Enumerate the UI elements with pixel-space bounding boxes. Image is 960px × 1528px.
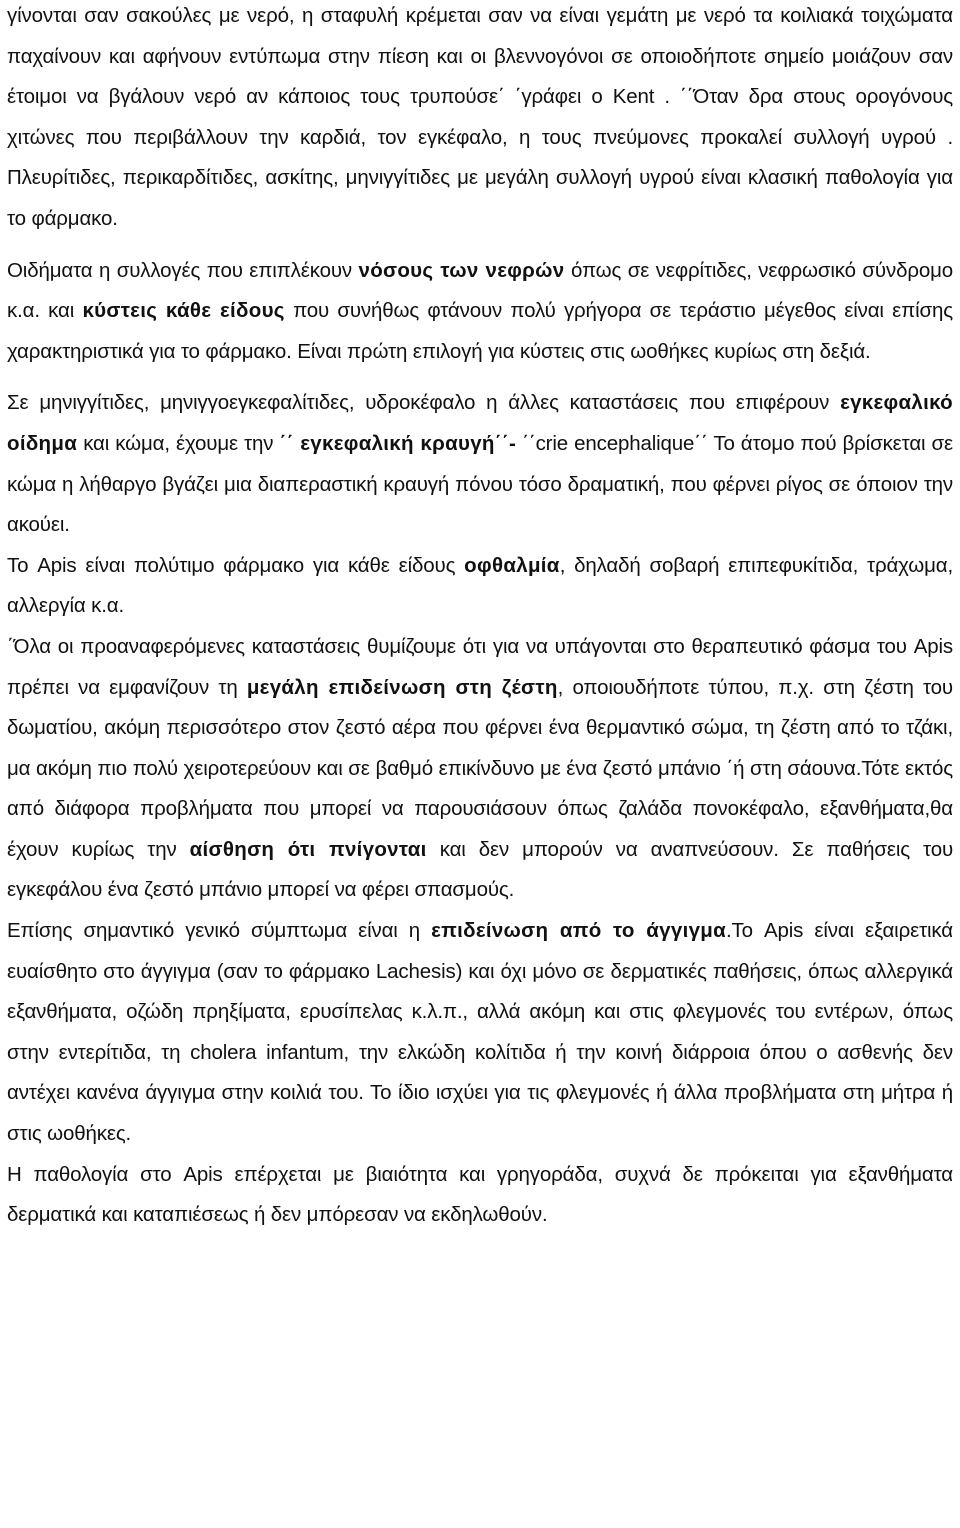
text-run: Το Apis είναι πολύτιμο φάρμακο για κάθε είδους xyxy=(7,553,465,577)
text-run: Επίσης σημαντικό γενικό σύμπτωμα είναι η xyxy=(7,919,432,943)
paragraph-5 xyxy=(7,627,953,911)
paragraph-2 xyxy=(7,251,953,373)
bold-emphasis: νόσους των νεφρών xyxy=(358,258,565,282)
text-run: Η παθολογία στο Apis επέρχεται με βιαιότητα και γρηγοράδα, συχνά δε πρόκειται για εξανθήματα δερματικά και καταπιέσεως ή δεν μπόρεσαν να εκδηλωθούν. xyxy=(7,1162,953,1227)
text-run: ΄΄crie encephalique΄΄ Το άτομο πού βρίσκεται σε κώμα η λήθαργο βγάζει μια διαπεραστική κραυγή πόνου τόσο δραματική, που φέρνει ρίγος σε όποιον την ακούει. xyxy=(7,431,953,537)
paragraph-1 xyxy=(7,0,953,240)
text-run: και δεν μπορούν να αναπνεύσουν. Σε παθήσεις του εγκεφάλου ένα ζεστό μπάνιο μπορεί να φέρει σπασμούς. xyxy=(7,837,953,902)
text-run: που συνήθως φτάνουν πολύ γρήγορα σε τεράστιο μέγεθος είναι επίσης χαρακτηριστικά για το φάρμακο. Είναι πρώτη επιλογή για κύστεις στις ωοθήκες κυρίως στη δεξιά. xyxy=(7,299,953,363)
bold-emphasis: κύστεις κάθε είδους xyxy=(82,299,285,323)
text-run: και κώμα, έχουμε την xyxy=(77,431,280,455)
text-run: ΄΄Όταν δρα στους ορογόνους χιτώνες που περιβάλλουν την καρδιά, τον εγκέφαλο, η τους πνεύμονες προκαλεί συλλογή υγρού . Πλευρίτιδες, περικαρδίτιδες, ασκίτης, μηνιγγίτιδες με μεγάλη συλλογή υγρού είναι κλασική παθολογία για το φάρμακο. xyxy=(7,85,953,230)
text-run: γίνονται σαν σακούλες με νερό, η σταφυλή κρέμεται σαν να είναι γεμάτη με νερό τα κοιλιακά τοιχώματα παχαίνουν και αφήνουν εντύπωμα στην πίεση και οι βλεννογόνοι σε οποιοδήποτε σημείο μοιάζουν σαν έτοιμοι να βγάλουν νερό αν κάποιος τους τρυπούσε΄ ΄γράφει ο Kent . xyxy=(7,4,953,109)
bold-emphasis: επιδείνωση από το άγγιγμα xyxy=(431,919,727,943)
paragraph-3 xyxy=(7,383,953,545)
bold-emphasis: οφθαλμία xyxy=(464,553,560,577)
paragraph-4 xyxy=(7,546,953,627)
text-run: .Το Apis είναι εξαιρετικά ευαίσθητο στο άγγιγμα (σαν το φάρμακο Lachesis) και όχι μόνο σε δερματικές παθήσεις, όπως αλλεργικά εξανθήματα, οζώδη πρηξίματα, ερυσίπελας κ.λ.π., αλλά ακόμη και στις φλεγμονές του εντέρων, όπως στην εντερίτιδα, τη cholera infantum, την ελκώδη κολίτιδα ή την κοινή διάρροια όπου ο ασθενής δεν αντέχει κανένα άγγιγμα στην κοιλιά του. Το ίδιο ισχύει για τις φλεγμονές ή άλλα προβλήματα στη μήτρα ή στις ωοθήκες. xyxy=(7,919,953,1146)
text-run: όπως σε νεφρίτιδες, νεφρωσικό σύνδρομο κ.α. και xyxy=(7,258,954,323)
paragraph-6 xyxy=(7,911,953,1155)
text-run: Οιδήματα η συλλογές που επιπλέκουν xyxy=(7,258,359,282)
bold-emphasis: μεγάλη επιδείνωση στη ζέστη xyxy=(246,675,558,699)
text-run: , δηλαδή σοβαρή επιπεφυκίτιδα, τράχωμα, αλλεργία κ.α. xyxy=(7,553,953,618)
bold-emphasis: ΄΄ εγκεφαλική κραυγή΄΄- xyxy=(279,431,517,455)
text-run: Σε μηνιγγίτιδες, μηνιγγοεγκεφαλίτιδες, υδροκέφαλο η άλλες καταστάσεις που επιφέρουν xyxy=(7,391,841,415)
bold-emphasis: εγκεφαλικό οίδημα xyxy=(7,391,953,455)
text-run: ΄Όλα οι προαναφερόμενες καταστάσεις θυμίζουμε ότι για να υπάγονται στο θεραπευτικό φάσμα του Apis πρέπει να εμφανίζουν τη xyxy=(7,634,953,699)
bold-emphasis: αίσθηση ότι πνίγονται xyxy=(189,837,427,861)
text-run: , οποιουδήποτε τύπου, π.χ. στη ζέστη του δωματίου, ακόμη περισσότερο στον ζεστό αέρα που φέρνει ένα θερμαντικό σώμα, τη ζέστη από το τζάκι, μα ακόμη πιο πολύ χειροτερεύουν και σε βαθμό επικίνδυνο με ένα ζεστό μπάνιο ΄ή στη σάουνα.Τότε εκτός από διάφορα προβλήματα που μπορεί να παρουσιάσουν όπως ζαλάδα πονοκέφαλο, εξανθήματα,θα έχουν κυρίως την xyxy=(7,675,953,861)
paragraph-7 xyxy=(7,1155,953,1236)
